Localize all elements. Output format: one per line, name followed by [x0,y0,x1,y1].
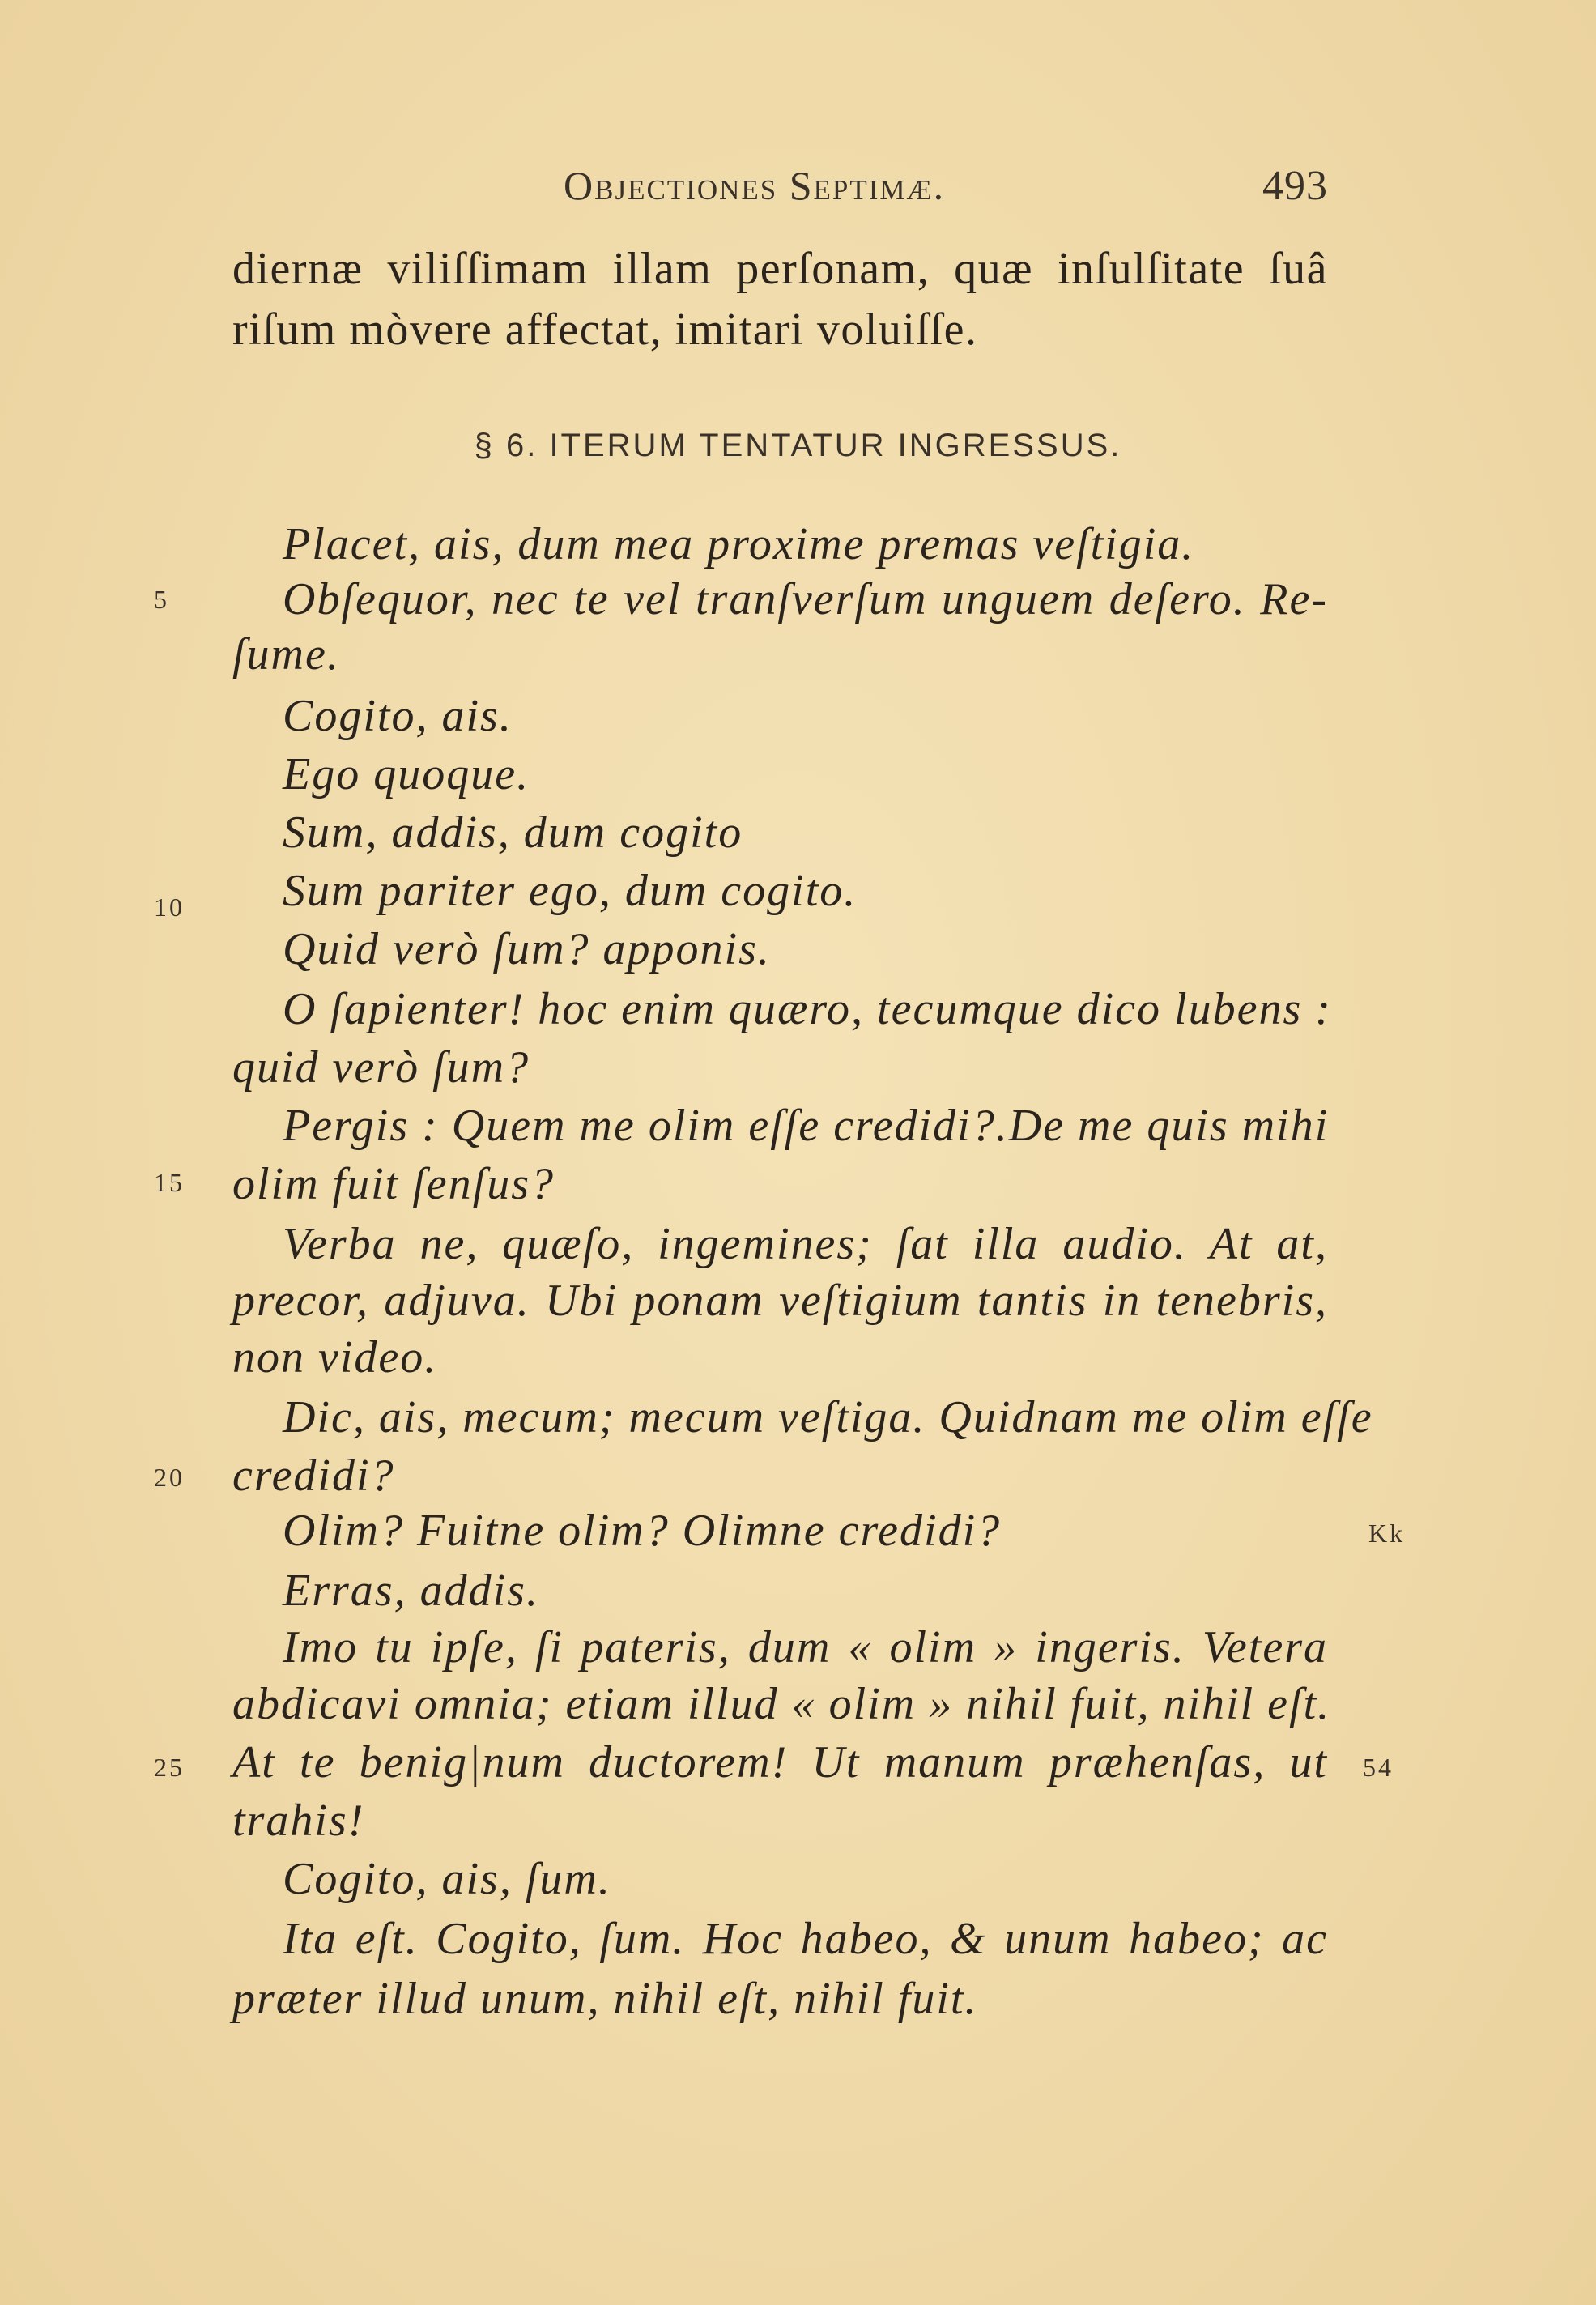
text-line: Quid verò ſum? apponis. [283,924,771,974]
signature-mark: Kk [1368,1519,1406,1548]
text-line: Pergis : Quem me olim eſſe credidi?.De me quis mihi [283,1101,1330,1151]
text-line: præter illud unum, nihil eſt, nihil fuit. [232,1974,978,2024]
running-title: Objectiones Septimæ. [564,163,946,208]
text-line: Sum, addis, dum cogito [283,807,743,858]
text-line: Olim? Fuitne olim? Olimne credidi? [283,1506,1002,1556]
text-line: quid verò ſum? [232,1042,530,1093]
text-line: credidi? [232,1451,395,1501]
text-line: Imo tu ipſe, ſi pateris, dum « olim » ingeris. Vetera [283,1622,1328,1672]
running-head [227,162,1328,211]
text-line: Obſequor, nec te vel tranſverſum unguem deſero. Re- [283,574,1328,624]
section-heading: § 6. ITERUM TENTATUR INGRESSUS. [474,428,1122,463]
carry-over-paragraph [232,239,1328,360]
text-line: trahis! [232,1796,365,1846]
text-line: At te benig|num ductorem! Ut manum præhenſas, ut [232,1737,1328,1787]
line-number-25: 25 [154,1753,185,1782]
text-line: O ſapienter! hoc enim quæro, tecumque dico lubens : [283,984,1332,1034]
carry-over-line: diernæ viliſſimam illam perſonam, quæ inſulſitate ſuâ [232,244,1328,294]
line-number-5: 5 [154,585,169,614]
text-line: Dic, ais, mecum; mecum veſtiga. Quidnam me olim eſſe [283,1392,1373,1442]
line-number-15: 15 [154,1168,185,1197]
line-number-20: 20 [154,1463,185,1492]
line-number-10: 10 [154,893,185,922]
text-line: Cogito, ais. [283,691,513,741]
text-line: Ego quoque. [283,749,530,799]
text-line: Sum pariter ego, dum cogito. [283,866,858,916]
page-number: 493 [1262,163,1328,209]
text-line: olim fuit ſenſus? [232,1159,555,1209]
text-line: Erras, addis. [283,1566,539,1616]
text-line: Verba ne, quæſo, ingemines; ſat illa audio. At at, [283,1219,1328,1269]
text-line: abdicavi omnia; etiam illud « olim » nihil fuit, nihil eſt. [232,1679,1331,1729]
text-line: ſume. [232,629,340,680]
original-page-number: 54 [1363,1753,1394,1782]
text-line: precor, adjuva. Ubi ponam veſtigium tantis in tenebris, [232,1276,1328,1326]
text-line: Placet, ais, dum mea proxime premas veſtigia. [283,519,1195,569]
text-line: Cogito, ais, ſum. [283,1854,611,1904]
text-line: Ita eſt. Cogito, ſum. Hoc habeo, & unum habeo; ac [283,1914,1328,1964]
carry-over-line: riſum mòvere affectat, imitari voluiſſe. [232,305,978,355]
text-line: non video. [232,1332,438,1383]
